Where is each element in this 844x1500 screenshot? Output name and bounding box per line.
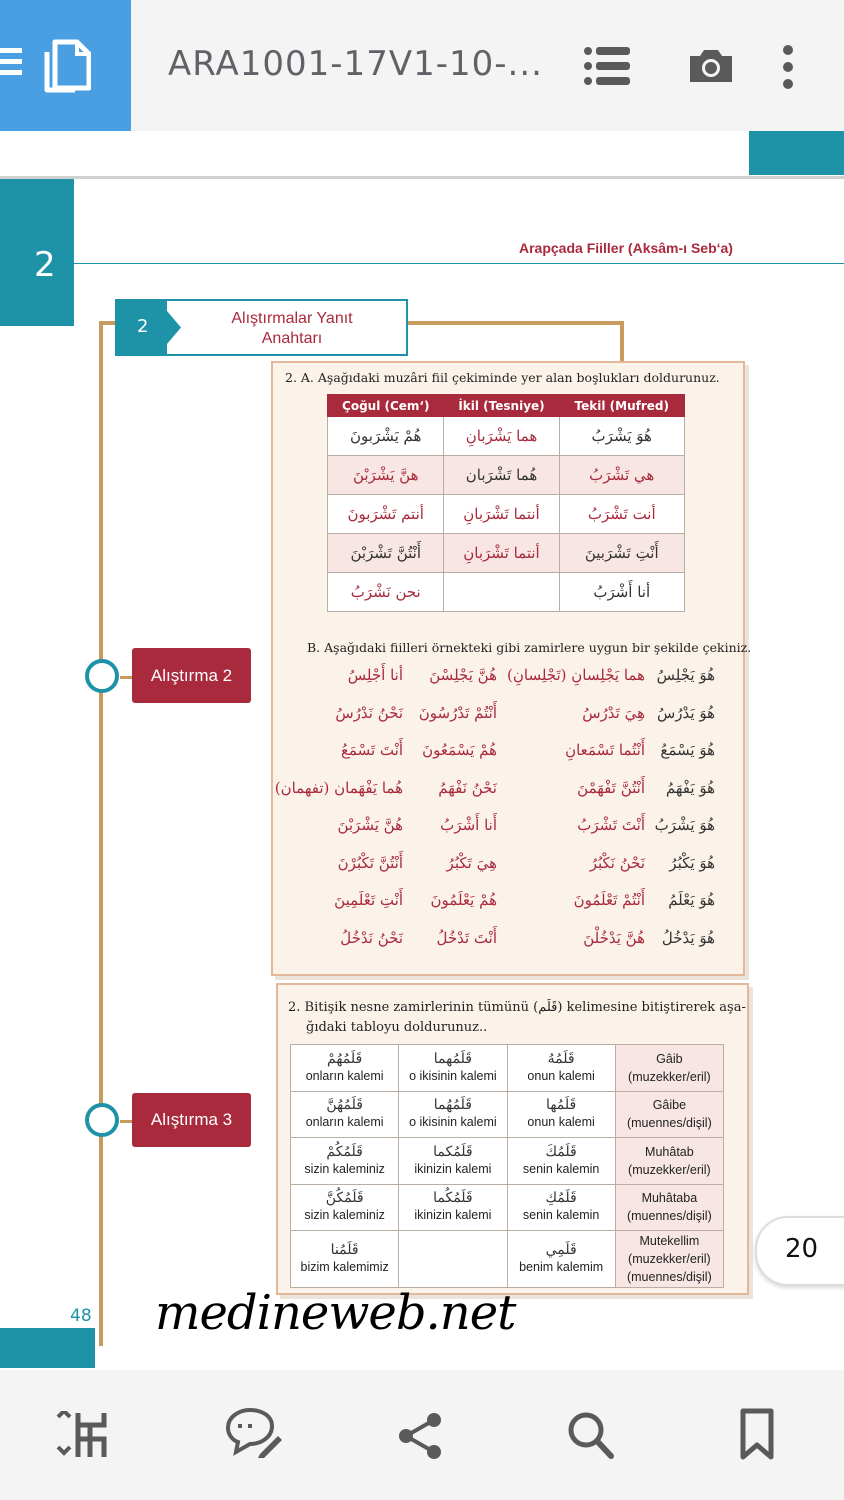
answer-key-number-box bbox=[117, 301, 167, 354]
table-cell: هُمْ يَشْرَبونَ bbox=[328, 417, 444, 456]
turkish-meaning: bizim kalemimiz bbox=[300, 1260, 389, 1274]
arabic-form: قَلَمُكَ bbox=[545, 1143, 577, 1160]
table-cell: هُما تَشْرَبان bbox=[444, 456, 559, 495]
row-label-line: (muennes/dişil) bbox=[626, 1116, 712, 1131]
turkish-meaning: ikinizin kalemi bbox=[414, 1161, 492, 1176]
conjugation-answer: هما يَجْلِسانِ (تَجْلِسانِ) bbox=[507, 666, 645, 684]
instruction-arabic-word: قَلَم bbox=[538, 1000, 558, 1015]
turkish-meaning: senin kalemin bbox=[522, 1161, 600, 1176]
table-row bbox=[291, 1091, 724, 1138]
share-icon[interactable] bbox=[398, 1412, 444, 1460]
table-cell bbox=[507, 1091, 615, 1138]
table-cell bbox=[399, 1091, 507, 1138]
table-row bbox=[328, 573, 685, 612]
header-rule bbox=[74, 263, 844, 264]
conjugation-answer: هِيَ تَكْبُرُ bbox=[446, 853, 497, 872]
exercise-3-panel bbox=[276, 983, 749, 1295]
exercise-3-label: Alıştırma 3 bbox=[132, 1093, 251, 1147]
table-row bbox=[328, 417, 685, 456]
conjugation-answer: هُنَّ يَشْرَبْنَ bbox=[337, 816, 403, 834]
conjugation-example: هُوَ يَسْمَعُ bbox=[660, 741, 715, 759]
arabic-form: قَلَمُهُما bbox=[433, 1097, 472, 1114]
turkish-meaning: onların kalemi bbox=[305, 1115, 384, 1130]
row-label-line: Gâib bbox=[656, 1051, 683, 1066]
row-label bbox=[615, 1045, 723, 1092]
arabic-form: قَلَمُها bbox=[546, 1097, 577, 1114]
comment-edit-icon[interactable] bbox=[224, 1408, 282, 1458]
chapter-number: 2 bbox=[34, 245, 56, 285]
camera-icon[interactable] bbox=[688, 48, 734, 84]
conjugation-answer: أَنْتُما تَسْمَعانِ bbox=[565, 741, 645, 759]
table-cell: أنا أَشْرَبُ bbox=[559, 573, 685, 612]
menu-button[interactable] bbox=[0, 0, 131, 131]
page-footer-tab bbox=[0, 1328, 95, 1368]
conjugation-answer: نَحْنُ نَكْبُرُ bbox=[589, 853, 645, 872]
page-divider bbox=[0, 176, 844, 179]
table-header-row bbox=[328, 395, 685, 417]
conjugation-example: هُوَ يَدْخُلُ bbox=[661, 928, 715, 947]
turkish-meaning: o ikisinin kalemi bbox=[409, 1068, 497, 1083]
turkish-meaning: sizin kaleminiz bbox=[304, 1161, 385, 1176]
exercise-2-label: Alıştırma 2 bbox=[132, 648, 251, 703]
row-label-line: (muennes/dişil) bbox=[626, 1209, 712, 1224]
table-row bbox=[328, 534, 685, 573]
table-cell: نحن نَشْرَبُ bbox=[328, 573, 444, 612]
conjugation-answer: هِيَ تَدْرُسُ bbox=[582, 703, 645, 722]
conjugation-answer: أَنْتَ تَدْخُلُ bbox=[436, 928, 497, 947]
table-cell bbox=[399, 1045, 507, 1092]
page-corner-tab bbox=[749, 131, 844, 175]
row-label bbox=[615, 1184, 723, 1231]
table-cell: أَنْتِ تَشْرَبينَ bbox=[559, 534, 685, 573]
conjugation-answer: أنا أَجْلِسُ bbox=[347, 666, 403, 684]
table-cell: هنَّ يَشْرَبْنَ bbox=[328, 456, 444, 495]
conjugation-answer: أَنْتَ تَسْمَعُ bbox=[340, 741, 403, 759]
menu-icon bbox=[0, 44, 24, 78]
table-cell bbox=[507, 1231, 615, 1288]
conjugation-answer: نَحْنُ نَدْرُسُ bbox=[335, 703, 403, 722]
document-icon bbox=[43, 38, 91, 94]
table-cell: أنت تَشْرَبُ bbox=[559, 495, 685, 534]
row-label-line: Mutekellim bbox=[639, 1234, 700, 1248]
turkish-meaning: sizin kaleminiz bbox=[304, 1208, 385, 1223]
conjugation-answer: أَنْتَ تَشْرَبُ bbox=[577, 816, 645, 834]
timeline-connector bbox=[120, 1120, 132, 1123]
table-cell bbox=[444, 573, 559, 612]
answer-key-number: 2 bbox=[137, 316, 149, 337]
timeline-line bbox=[99, 321, 103, 1346]
arabic-form: قَلَمُكُمْ bbox=[326, 1143, 363, 1160]
bookmark-icon[interactable] bbox=[740, 1408, 774, 1460]
timeline-connector bbox=[404, 321, 624, 325]
table-header-cell: Çoğul (Cem‘) bbox=[328, 395, 444, 417]
timeline-node bbox=[84, 1102, 120, 1138]
table-row bbox=[328, 456, 685, 495]
arabic-form: قَلَمُكُما bbox=[433, 1190, 473, 1207]
conjugation-answer: هُما يَفْهَمان (تفهمان) bbox=[274, 778, 403, 797]
arabic-form: قَلَمُكما bbox=[433, 1143, 473, 1160]
table-cell bbox=[291, 1231, 399, 1288]
turkish-meaning: onun kalemi bbox=[527, 1115, 595, 1130]
table-cell: هما يَشْرَبانِ bbox=[444, 417, 559, 456]
answer-key-label: Alıştırmalar Yanıt Anahtarı bbox=[231, 310, 353, 347]
table-cell bbox=[399, 1231, 507, 1288]
table-cell bbox=[291, 1184, 399, 1231]
turkish-meaning: ikinizin kalemi bbox=[414, 1208, 492, 1223]
conjugation-answer: نَحْنُ نَفْهَمُ bbox=[438, 778, 497, 797]
turkish-meaning: senin kalemin bbox=[522, 1208, 600, 1223]
row-label bbox=[615, 1091, 723, 1138]
document-title: ARA1001-17V1-10-... bbox=[168, 44, 543, 84]
row-label-line: Muhâtaba bbox=[641, 1191, 698, 1206]
exercise-2-instruction-a: 2. A. Aşağıdaki muzâri fiil çekiminde yer alan boşlukları doldurunuz. bbox=[285, 370, 720, 385]
arabic-form: قَلَمُنا bbox=[330, 1242, 359, 1258]
pronoun-suffix-table bbox=[290, 1044, 724, 1288]
conjugation-example: هُوَ يَعْلَمُ bbox=[668, 891, 715, 909]
row-label bbox=[615, 1138, 723, 1185]
conjugation-answer: أَنْتُمْ تَعْلَمُونَ bbox=[573, 891, 645, 909]
conjugation-answer: أَنْتُمْ تَدْرُسُونَ bbox=[418, 703, 497, 722]
arabic-form: قَلَمُهما bbox=[433, 1050, 472, 1067]
table-row bbox=[291, 1231, 724, 1288]
arabic-form: قَلَمُهُ bbox=[547, 1050, 575, 1067]
search-icon[interactable] bbox=[566, 1410, 614, 1460]
table-cell bbox=[507, 1138, 615, 1185]
conjugation-answer: هُنَّ يَجْلِسْنَ bbox=[429, 666, 497, 684]
row-label-line: (muzekker/eril) bbox=[628, 1162, 711, 1177]
table-cell bbox=[291, 1138, 399, 1185]
exercise-3-instruction bbox=[288, 1000, 746, 1015]
exercise-3-instruction-line2: ğıdaki tabloyu doldurunuz.. bbox=[306, 1020, 488, 1035]
table-cell: هُوَ يَشْرَبُ bbox=[559, 417, 685, 456]
table-cell: أنتما تَشْرَبانِ bbox=[444, 495, 559, 534]
table-row bbox=[328, 495, 685, 534]
row-label-line: Gâibe bbox=[652, 1098, 687, 1113]
exercise-2-instruction-b: B. Aşağıdaki fiilleri örnekteki gibi zamirlere uygun bir şekilde çekiniz. bbox=[307, 640, 752, 655]
instruction-text: ) kelimesine bitiştirerek aşa- bbox=[557, 1000, 746, 1015]
exercise-2-panel bbox=[271, 361, 752, 976]
more-vert-icon[interactable] bbox=[780, 44, 796, 90]
page-jump-icon[interactable] bbox=[56, 1411, 108, 1459]
timeline-node bbox=[84, 658, 120, 694]
page-indicator[interactable] bbox=[755, 1216, 844, 1286]
conjugation-example: هُوَ يَفْهَمُ bbox=[665, 778, 715, 797]
table-cell: أنتم تَشْرَبونَ bbox=[328, 495, 444, 534]
conjugation-answer: أَنْتُنَّ تَكْبُرْنَ bbox=[337, 853, 403, 872]
conjugation-answer: هُمْ يَسْمَعُونَ bbox=[422, 741, 497, 759]
answer-key-banner bbox=[115, 299, 408, 356]
chapter-tab bbox=[0, 179, 74, 326]
row-label-line: Muhâtab bbox=[645, 1144, 694, 1159]
table-cell bbox=[399, 1138, 507, 1185]
table-row bbox=[291, 1045, 724, 1092]
arabic-form: قَلَمُهُنَّ bbox=[326, 1097, 363, 1114]
arabic-form: قَلَمُهُمْ bbox=[327, 1050, 363, 1067]
table-cell bbox=[399, 1184, 507, 1231]
conjugation-answer: هُنَّ يَدْخُلْنَ bbox=[583, 928, 645, 947]
chevron-right-icon bbox=[167, 311, 181, 344]
row-label bbox=[615, 1231, 723, 1288]
row-label-line: (muzekker/eril) bbox=[628, 1252, 711, 1266]
table-cell bbox=[291, 1045, 399, 1092]
turkish-meaning: onların kalemi bbox=[305, 1068, 384, 1083]
conjugation-example: هُوَ يَجْلِسُ bbox=[656, 666, 715, 684]
page-number: 48 bbox=[70, 1306, 92, 1326]
row-label-line: (muzekker/eril) bbox=[628, 1069, 711, 1084]
conjugation-example: هُوَ يَشْرَبُ bbox=[654, 816, 715, 834]
table-header-cell: Tekil (Mufred) bbox=[559, 395, 685, 417]
page-indicator-number: 20 bbox=[785, 1234, 819, 1264]
arabic-form: قَلَمُكِ bbox=[545, 1190, 577, 1207]
table-cell: أنتما تَشْرَبانِ bbox=[444, 534, 559, 573]
conjugation-answer: أَنا أَشْرَبُ bbox=[440, 816, 497, 834]
table-cell bbox=[291, 1091, 399, 1138]
instruction-text: 2. Bitişik nesne zamirlerinin tümünü ( bbox=[288, 1000, 539, 1015]
conjugation-answer: هُمْ يَعْلَمُونَ bbox=[430, 891, 497, 909]
watermark: medineweb.net bbox=[155, 1285, 516, 1341]
table-cell bbox=[507, 1045, 615, 1092]
table-row bbox=[291, 1184, 724, 1231]
table-row bbox=[291, 1138, 724, 1185]
timeline-connector bbox=[620, 321, 624, 361]
conjugation-example: هُوَ يَدْرُسُ bbox=[656, 703, 715, 722]
table-header-cell: İkil (Tesniye) bbox=[444, 395, 559, 417]
conjugation-answer: أَنْتُنَّ تَفْهَمْنَ bbox=[577, 778, 645, 797]
conjugation-table bbox=[327, 394, 685, 612]
row-label-line: (muennes/dişil) bbox=[626, 1270, 712, 1284]
turkish-meaning: o ikisinin kalemi bbox=[409, 1115, 497, 1130]
table-cell bbox=[507, 1184, 615, 1231]
conjugation-answer: نَحْنُ نَدْخُلُ bbox=[340, 928, 403, 947]
conjugation-example: هُوَ يَكْبُرُ bbox=[669, 853, 715, 872]
list-icon[interactable] bbox=[584, 46, 630, 86]
turkish-meaning: benim kalemim bbox=[519, 1260, 604, 1274]
arabic-form: قَلَمِي bbox=[545, 1242, 577, 1258]
table-cell: هي تَشْرَبُ bbox=[559, 456, 685, 495]
timeline-connector bbox=[120, 676, 132, 679]
turkish-meaning: onun kalemi bbox=[527, 1068, 595, 1083]
table-cell: أَنْتُنَّ تَشْرَبْنَ bbox=[328, 534, 444, 573]
page-header-title: Arapçada Fiiller (Aksâm-ı Seb‘a) bbox=[519, 240, 733, 256]
conjugation-answer: أَنْتِ تَعْلَمِينَ bbox=[334, 891, 403, 909]
arabic-form: قَلَمُكُنَّ bbox=[325, 1190, 364, 1207]
